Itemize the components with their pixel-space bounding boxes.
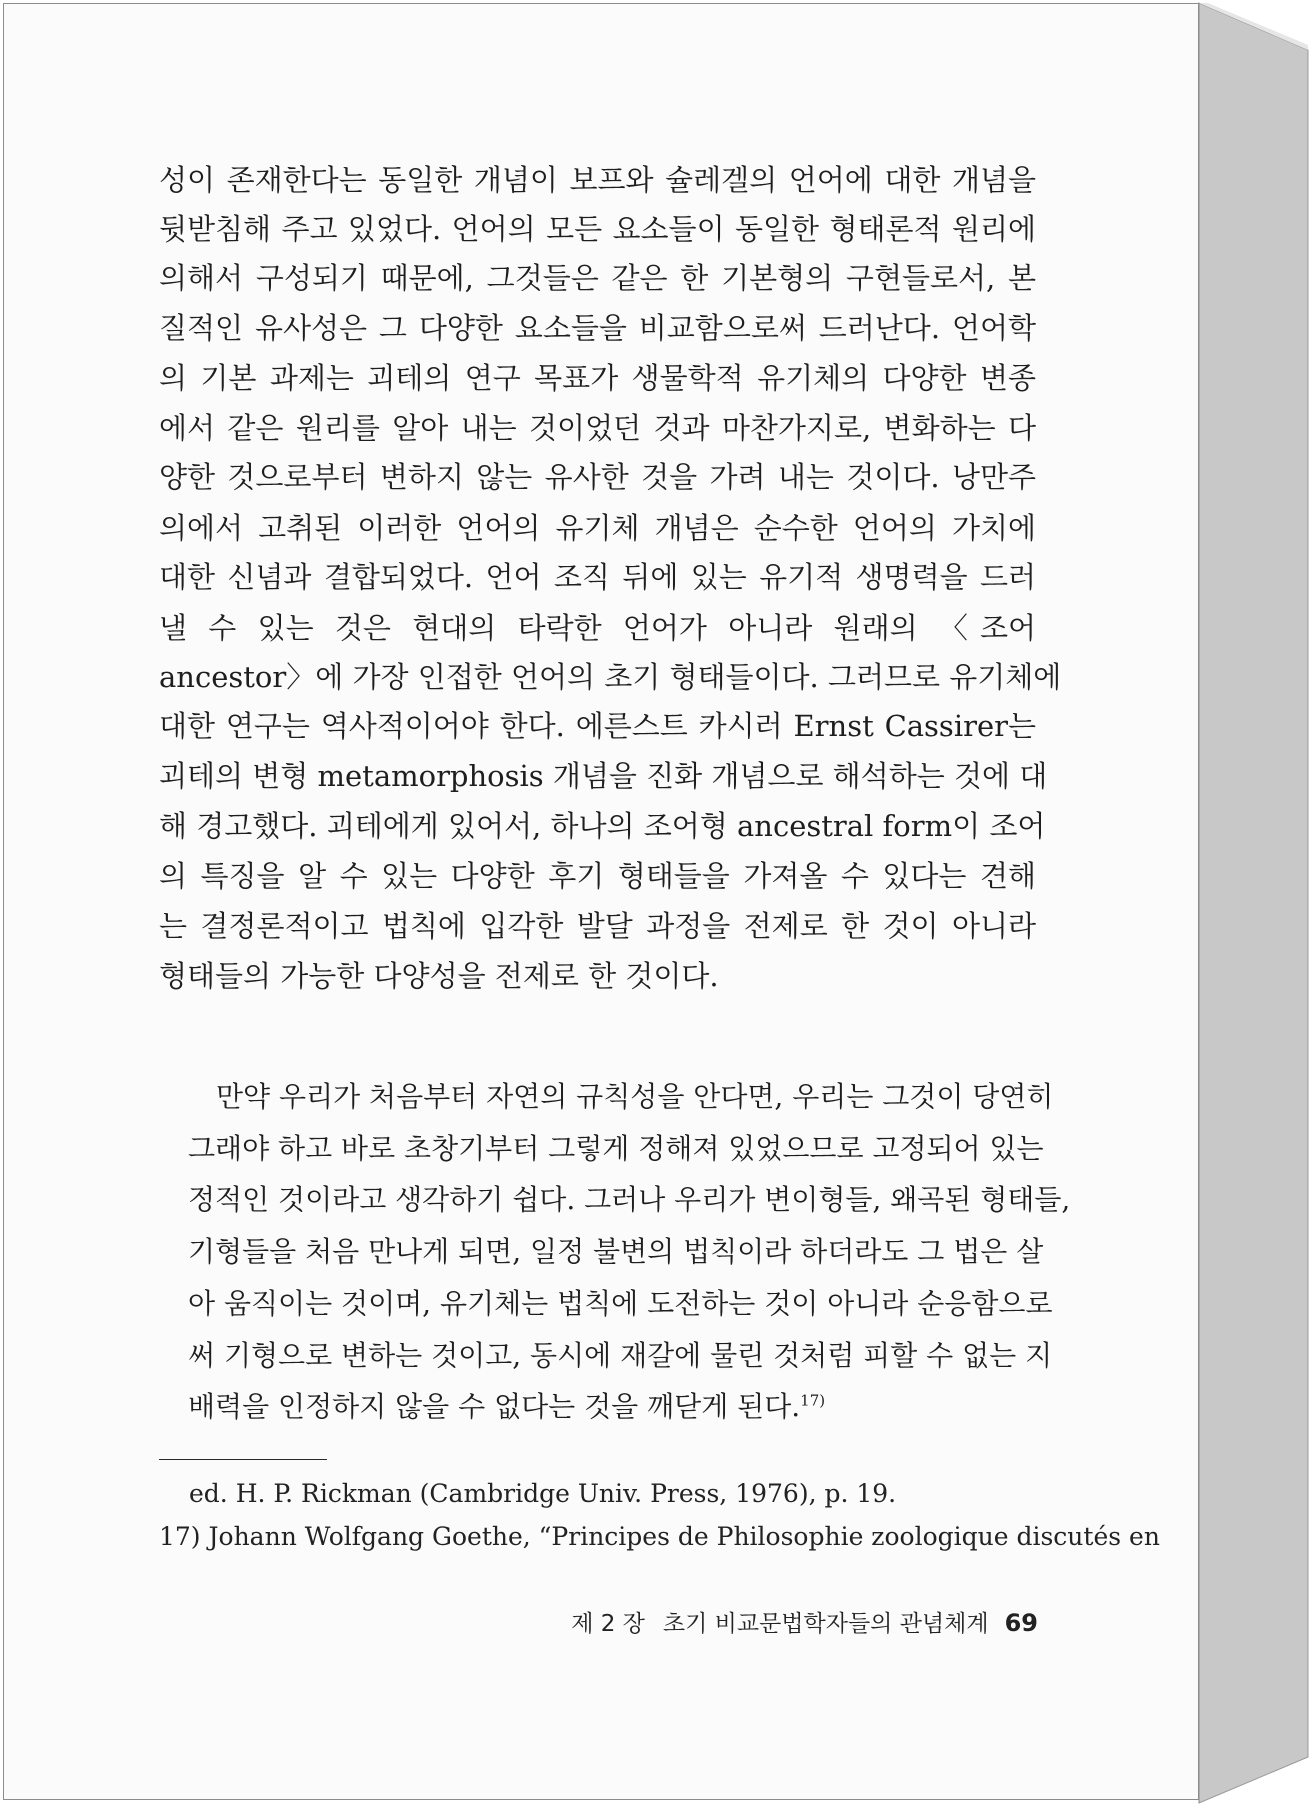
footnote-divider [159,1459,327,1460]
footnote-line: 17) Johann Wolfgang Goethe, “Principes de Philosophie zoologique discutés en [159,1522,1160,1551]
paragraph-line: 질적인 유사성은 그 다양한 요소들을 비교함으로써 드러난다. 언어학 [159,311,1036,345]
chapter-title: 초기 비교문법학자들의 관념체계 [662,1611,989,1637]
paragraph-line: 형태들의 가능한 다양성을 전제로 한 것이다. [159,959,719,993]
quote-line: 만약 우리가 처음부터 자연의 규칙성을 안다면, 우리는 그것이 당연히 [216,1080,1054,1113]
quote-line: 정적인 것이라고 생각하기 쉽다. 그러나 우리가 변이형들, 왜곡된 형태들, [188,1183,1071,1216]
quote-line: 써 기형으로 변하는 것이고, 동시에 재갈에 물린 것처럼 피할 수 없는 지 [188,1339,1053,1372]
paragraph-line: 해 경고했다. 괴테에게 있어서, 하나의 조어형 ancestral form이 조어 [159,809,1046,843]
paragraph-line: 는 결정론적이고 법칙에 입각한 발달 과정을 전제로 한 것이 아니라 [159,909,1036,943]
paragraph-line: ancestor〉에 가장 인접한 언어의 초기 형태들이다. 그러므로 유기체에 [159,660,1062,694]
paragraph-line: 성이 존재한다는 동일한 개념이 보프와 슐레겔의 언어에 대한 개념을 [159,163,1036,197]
quote-line: 그래야 하고 바로 초창기부터 그렇게 정해져 있었으므로 고정되어 있는 [188,1132,1044,1165]
page-number: 69 [1004,1609,1038,1637]
paragraph-line: 에서 같은 원리를 알아 내는 것이었던 것과 마찬가지로, 변화하는 다 [159,411,1036,445]
footnote-line: ed. H. P. Rickman (Cambridge Univ. Press, 1976), p. 19. [189,1479,897,1508]
paragraph-line: 낼 수 있는 것은 현대의 타락한 언어가 아니라 원래의 〈조어 [159,611,1036,645]
paragraph-line: 대한 신념과 결합되었다. 언어 조직 뒤에 있는 유기적 생명력을 드러 [159,560,1036,594]
quote-line: 기형들을 처음 만나게 되면, 일정 불변의 법칙이라 하더라도 그 법은 살 [188,1235,1044,1268]
paragraph-line: 의에서 고취된 이러한 언어의 유기체 개념은 순수한 언어의 가치에 [159,511,1036,545]
running-footer [571,1605,1038,1641]
footnote-reference[interactable]: 17) [800,1391,826,1410]
quote-line-text: 배력을 인정하지 않을 수 없다는 것을 깨닫게 된다. [188,1390,801,1423]
paragraph-line: 의 특징을 알 수 있는 다양한 후기 형태들을 가져올 수 있다는 견해 [159,859,1036,893]
paragraph-line: 대한 연구는 역사적이어야 한다. 에른스트 카시러 Ernst Cassirer는 [159,709,1036,743]
quote-line [188,1387,1036,1427]
paragraph-line: 의 기본 과제는 괴테의 연구 목표가 생물학적 유기체의 다양한 변종 [159,361,1036,395]
paragraph-line: 뒷받침해 주고 있었다. 언어의 모든 요소들이 동일한 형태론적 원리에 [159,212,1036,246]
paragraph-line: 양한 것으로부터 변하지 않는 유사한 것을 가려 내는 것이다. 낭만주 [159,460,1036,494]
paragraph-line: 의해서 구성되기 때문에, 그것들은 같은 한 기본형의 구현들로서, 본 [159,261,1036,295]
quote-line: 아 움직이는 것이며, 유기체는 법칙에 도전하는 것이 아니라 순응함으로 [188,1287,1053,1320]
paragraph-line: 괴테의 변형 metamorphosis 개념을 진화 개념으로 해석하는 것에 대 [159,759,1048,793]
chapter-label: 제 2 장 [571,1611,645,1637]
